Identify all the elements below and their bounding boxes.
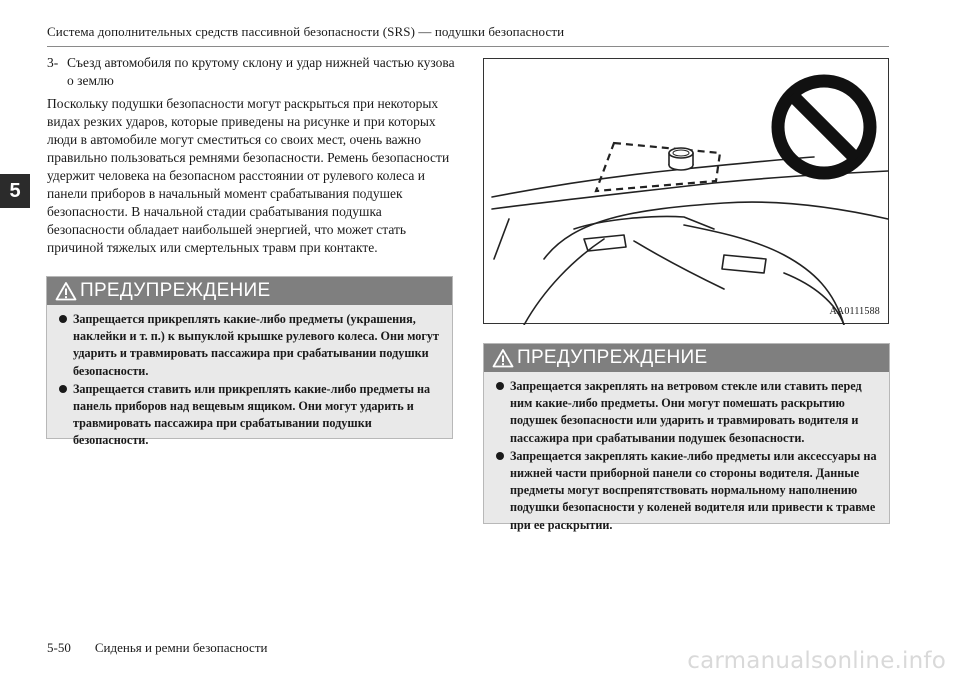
warning-header <box>484 344 889 372</box>
dashboard-drawing <box>484 59 890 325</box>
section-name: Сиденья и ремни безопасности <box>94 640 268 655</box>
warning-list <box>484 372 889 543</box>
warning-item: Запрещается закреплять на ветровом стекле или ставить перед ним какие-либо предметы. Они могут помешать раскрытию подушек безопасности или ударить и травмировать водителя и пассажира при срабатывании подушек безопасности. <box>494 378 879 447</box>
warning-triangle-icon <box>492 348 514 368</box>
page-footer <box>47 640 267 656</box>
warning-triangle-icon <box>55 281 77 301</box>
warning-item: Запрещается ставить или прикреплять какие-либо предметы на панель приборов над вещевым ящиком. Они могут ударить и травмировать пассажира при срабатывании подушки безопасности. <box>57 381 442 450</box>
warning-title: ПРЕДУПРЕЖДЕНИЕ <box>517 347 708 368</box>
watermark: carmanualsonline.info <box>687 648 946 674</box>
prohibition-sign-icon <box>778 81 870 173</box>
step-text: Съезд автомобиля по крутому склону и удар нижней частью кузова о землю <box>67 55 455 88</box>
warning-list <box>47 305 452 459</box>
warning-box-1 <box>46 276 453 448</box>
page-number: 5-50 <box>47 640 71 655</box>
figure-code: AA0111588 <box>829 306 880 317</box>
body-paragraph: Поскольку подушки безопасности могут раскрыться при некоторых видах резких ударов, которые приведены на рисунке и при которых люди в автомобиле могут сместиться со своих мест, очень важно правильно пользоваться ремнями безопасности. Ремень безопасности удержит человека на безопасном расстоянии от рулевого колеса и панели приборов в начальный момент срабатывания подушек безопасности. В начальной стадии срабатывания подушка безопасности обладает наибольшей энергией, что может стать причиной тяжелых или смертельных травм при контакте. <box>47 96 450 255</box>
chapter-tab[interactable]: 5 <box>0 174 30 208</box>
warning-box-2 <box>483 343 890 532</box>
warning-item: Запрещается закреплять какие-либо предметы или аксессуары на нижней части приборной панели со стороны водителя. Данные предметы могут воспрепятствовать нормальному наполнению подушки безопасности у коленей водителя или привести к травме при ее раскрытии. <box>494 448 879 534</box>
object-on-dashboard-icon <box>669 148 693 170</box>
step-number: 3- <box>47 55 59 70</box>
warning-item: Запрещается прикреплять какие-либо предметы (украшения, наклейки и т. п.) к выпуклой крышке рулевого колеса. Они могут ударить и травмировать пассажира при срабатывании подушки безопасности. <box>57 311 442 380</box>
warning-header <box>47 277 452 305</box>
dashboard-illustration <box>483 58 889 324</box>
page-header: Система дополнительных средств пассивной безопасности (SRS) — подушки безопасности <box>47 24 565 39</box>
header-divider <box>47 46 889 47</box>
warning-title: ПРЕДУПРЕЖДЕНИЕ <box>80 280 271 301</box>
list-step <box>47 54 457 90</box>
